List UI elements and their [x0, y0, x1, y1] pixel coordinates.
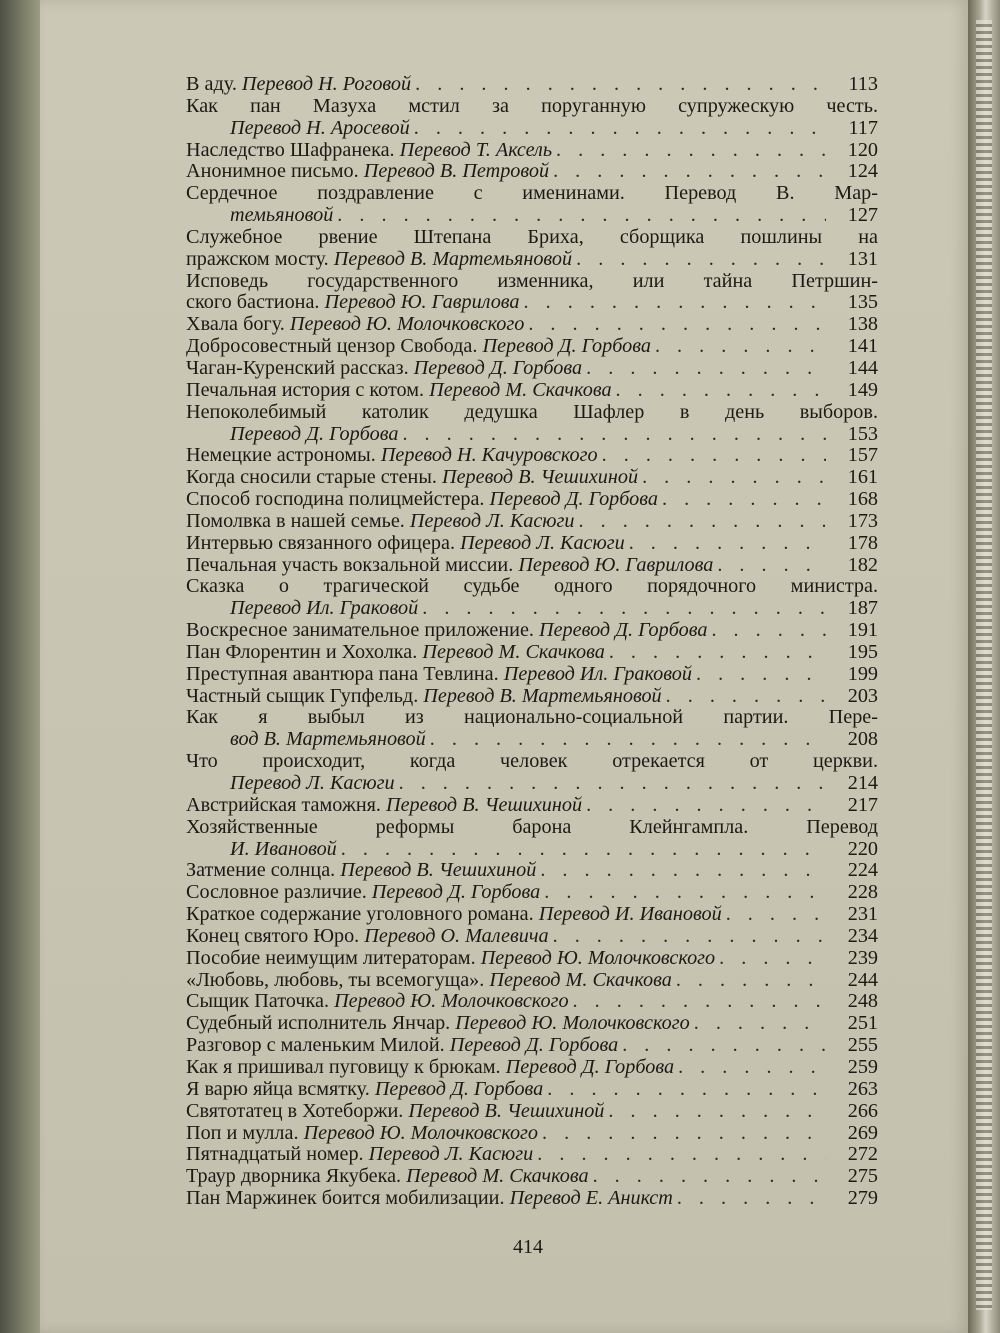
toc-entry-line [186, 598, 878, 620]
dot-leader [579, 511, 826, 533]
toc-entry-page: 138 [847, 313, 878, 336]
toc-entry-title: Анонимное письмо. [186, 160, 359, 183]
toc-entry-translator: Перевод Н. Роговой [241, 73, 412, 95]
toc-entry [186, 402, 878, 446]
toc-entry-line [186, 205, 878, 227]
toc-entry-translator: Перевод Ю. Гаврилова [518, 553, 714, 576]
toc-entry [186, 1166, 878, 1188]
toc-entry [186, 467, 878, 489]
toc-entry-title: ского бастиона. [186, 291, 320, 314]
toc-entry-line [186, 380, 878, 402]
toc-entry-title: Немецкие астрономы. [186, 444, 376, 467]
toc-entry [186, 183, 878, 227]
dot-leader [717, 555, 826, 577]
table-of-contents [186, 74, 878, 1210]
toc-entry-line [186, 358, 878, 380]
toc-entry-page: 191 [847, 619, 878, 642]
toc-entry-line [186, 445, 878, 467]
dot-leader [576, 249, 826, 271]
toc-entry-translator: Перевод В. Мартемьяновой [423, 684, 662, 707]
toc-entry-translator: Перевод Ю. Молочковского [303, 1121, 539, 1144]
dot-leader [676, 970, 826, 992]
dot-leader [540, 860, 826, 882]
toc-entry [186, 1079, 878, 1101]
toc-entry-page: 161 [847, 466, 878, 489]
toc-entry-title: Пан Маржинек боится мобилизации. [186, 1187, 505, 1210]
toc-entry [186, 686, 878, 708]
toc-entry-line [186, 839, 878, 861]
dot-leader [524, 292, 826, 314]
dot-leader [573, 991, 826, 1013]
toc-entry-title: Преступная авантюра пана Тевлина. [186, 662, 499, 685]
toc-entry [186, 533, 878, 555]
toc-entry-translator: Перевод Е. Аникст [509, 1187, 673, 1210]
toc-entry-translator: Перевод Ю. Молочковского [334, 990, 569, 1013]
toc-entry-translator: Перевод Ю. Гаврилова [324, 291, 520, 314]
toc-entry-translator: темьяновой [230, 204, 334, 227]
toc-entry-translator: Перевод Л. Касюги [409, 509, 575, 532]
toc-entry-translator: Перевод Л. Касюги [460, 531, 625, 554]
toc-entry [186, 751, 878, 795]
toc-entry-page: 173 [847, 509, 878, 532]
toc-entry-line [186, 860, 878, 882]
dot-leader [662, 489, 826, 511]
dot-leader [678, 1057, 826, 1079]
adjacent-page-edge [0, 0, 40, 1333]
toc-entry-page: 248 [847, 990, 878, 1013]
toc-entry [186, 620, 878, 642]
toc-entry-line [186, 1144, 878, 1166]
toc-entry-line [186, 336, 878, 358]
toc-entry [186, 1101, 878, 1123]
toc-entry-line [186, 161, 878, 183]
toc-entry-title: Добросовестный цензор Свобода. [186, 335, 478, 358]
toc-entry-title: «Любовь, любовь, ты всемогуща». [186, 968, 485, 991]
dot-leader [593, 1166, 826, 1188]
toc-entry-title: Австрийская таможня. [186, 793, 381, 816]
toc-entry [186, 1035, 878, 1057]
page-number: 414 [513, 1236, 543, 1258]
toc-entry-title-line: Служебное рвение Штепана Бриха, сборщика пошлины на [186, 226, 878, 248]
toc-entry-line [186, 533, 878, 555]
toc-entry [186, 991, 878, 1013]
toc-entry-translator: И. Ивановой [230, 837, 337, 860]
toc-entry-title: Конец святого Юро. [186, 924, 360, 947]
toc-entry-translator: Перевод В. Петровой [363, 160, 550, 183]
toc-entry-page: 259 [847, 1055, 878, 1078]
toc-entry-title: Сыщик Паточка. [186, 990, 330, 1013]
dot-leader [414, 118, 826, 140]
toc-entry-translator: Перевод Л. Касюги [230, 772, 395, 794]
toc-entry-line [186, 424, 878, 446]
toc-entry-page: 224 [847, 859, 878, 882]
toc-entry [186, 161, 878, 183]
dot-leader [642, 467, 826, 489]
toc-entry-title-line: Что происходит, когда человек отрекается от церкви. [186, 751, 878, 773]
dot-leader [629, 533, 826, 555]
toc-entry [186, 817, 878, 861]
dot-leader [711, 620, 826, 642]
toc-entry [186, 314, 878, 336]
toc-entry-page: 263 [847, 1077, 878, 1100]
dot-leader [553, 926, 826, 948]
toc-entry-page: 131 [847, 247, 878, 270]
toc-entry-translator: Перевод Л. Касюги [368, 1143, 534, 1166]
dot-leader [616, 380, 826, 402]
toc-entry-line [186, 948, 878, 970]
dot-leader [553, 161, 826, 183]
toc-entry-line [186, 729, 878, 751]
toc-entry-line [186, 1057, 878, 1079]
dot-leader [399, 773, 826, 795]
toc-entry [186, 555, 878, 577]
dot-leader [586, 358, 826, 380]
toc-entry-page: 127 [847, 204, 878, 227]
dot-leader [402, 424, 826, 446]
toc-entry-page: 144 [847, 356, 878, 379]
toc-entry-translator: Перевод Д. Горбова [413, 356, 583, 379]
dot-leader [719, 948, 826, 970]
toc-entry-title-line: Исповедь государственного изменника, или тайна Петршин- [186, 270, 878, 292]
toc-entry-page: 272 [847, 1143, 878, 1166]
toc-entry [186, 860, 878, 882]
dot-leader [666, 686, 826, 708]
dot-leader [696, 664, 826, 686]
toc-entry-title: Я варю яйца всмятку. [186, 1077, 370, 1100]
toc-entry-page: 234 [847, 924, 878, 947]
toc-entry [186, 358, 878, 380]
toc-entry-line [186, 1188, 878, 1210]
dot-leader [608, 1101, 826, 1123]
toc-entry-line [186, 1079, 878, 1101]
toc-entry-title: Интервью связанного офицера. [186, 531, 456, 554]
toc-entry-title: Сословное различие. [186, 881, 367, 904]
toc-entry-page: 157 [847, 444, 878, 467]
toc-entry-translator: Перевод Н. Качуровского [380, 444, 598, 467]
dot-leader [544, 882, 826, 904]
toc-entry-title: Пятнадцатый номер. [186, 1143, 364, 1166]
toc-entry-title: Печальная история с котом. [186, 378, 425, 401]
toc-entry-page: 203 [847, 684, 878, 707]
toc-entry [186, 948, 878, 970]
toc-entry [186, 707, 878, 751]
toc-entry-page: 228 [847, 881, 878, 904]
toc-entry-line [186, 904, 878, 926]
toc-entry-line [186, 642, 878, 664]
dot-leader [337, 205, 826, 227]
toc-entry [186, 904, 878, 926]
toc-entry-title: Чаган-Куренский рассказ. [186, 356, 409, 379]
toc-entry-translator: Перевод В. Чешихиной [386, 793, 583, 816]
toc-entry-title-line: Как я выбыл из национально-социальной партии. Пере- [186, 707, 878, 729]
toc-entry-line [186, 467, 878, 489]
dot-leader [542, 1123, 826, 1145]
dot-leader [537, 1144, 826, 1166]
toc-entry-translator: Перевод В. Чешихиной [340, 859, 537, 882]
toc-entry-translator: Перевод О. Малевича [364, 924, 549, 947]
toc-entry-page: 275 [847, 1165, 878, 1188]
toc-entry-line [186, 489, 878, 511]
toc-entry-line [186, 991, 878, 1013]
toc-entry-line [186, 773, 878, 795]
dot-leader [726, 904, 826, 926]
dot-leader [586, 795, 826, 817]
toc-entry [186, 1123, 878, 1145]
toc-entry-translator: Перевод Ю. Молочковского [480, 946, 716, 969]
toc-entry-title-line: Хозяйственные реформы барона Клейнгампла. Перевод [186, 816, 878, 838]
dot-leader [677, 1188, 826, 1210]
toc-entry-translator: Перевод Ил. Граковой [503, 662, 692, 685]
toc-entry-line [186, 511, 878, 533]
toc-entry-line [186, 140, 878, 162]
toc-entry-page: 266 [847, 1099, 878, 1122]
toc-entry-page: 214 [847, 772, 878, 794]
toc-entry-title: Как я пришивал пуговицу к брюкам. [186, 1055, 501, 1078]
toc-entry [186, 1013, 878, 1035]
toc-entry [186, 926, 878, 948]
toc-entry-translator: Перевод М. Скачкова [489, 968, 672, 991]
toc-entry-title: Пан Флорентин и Хохолка. [186, 640, 418, 663]
toc-entry-page: 199 [847, 662, 878, 685]
toc-entry-page: 135 [847, 291, 878, 314]
toc-entry [186, 664, 878, 686]
toc-entry-line [186, 664, 878, 686]
toc-entry [186, 140, 878, 162]
toc-entry-line [186, 926, 878, 948]
toc-entry [186, 1144, 878, 1166]
toc-entry [186, 511, 878, 533]
toc-entry-line [186, 314, 878, 336]
toc-entry-line [186, 1166, 878, 1188]
toc-entry [186, 96, 878, 140]
toc-entry-line [186, 686, 878, 708]
toc-entry-line [186, 1013, 878, 1035]
toc-entry-page: 153 [847, 422, 878, 445]
toc-entry-line [186, 1035, 878, 1057]
toc-entry-page: 120 [847, 138, 878, 161]
toc-entry-title: Святотатец в Хотеборжи. [186, 1099, 404, 1122]
toc-entry-page: 279 [847, 1187, 878, 1210]
toc-entry-title: Наследство Шафранека. [186, 138, 395, 161]
toc-entry-title: Поп и мулла. [186, 1121, 299, 1144]
toc-entry [186, 489, 878, 511]
dot-leader [622, 1035, 826, 1057]
toc-entry-page: 231 [847, 903, 878, 926]
toc-entry-page: 251 [847, 1012, 878, 1035]
toc-entry-line [186, 292, 878, 314]
toc-entry-translator: вод В. Мартемьяновой [230, 728, 426, 751]
toc-entry-title: Траур дворника Якубека. [186, 1165, 402, 1188]
toc-entry-line [186, 74, 878, 96]
toc-entry-translator: Перевод Д. Горбова [371, 881, 541, 904]
toc-entry-translator: Перевод Т. Аксель [399, 138, 553, 161]
toc-entry-title: Затмение солнца. [186, 859, 336, 882]
toc-entry-title-line: Сердечное поздравление с именинами. Перевод В. Мар- [186, 183, 878, 205]
toc-entry [186, 1057, 878, 1079]
toc-entry [186, 445, 878, 467]
toc-entry-title: Разговор с маленьким Милой. [186, 1034, 445, 1057]
toc-entry-line [186, 970, 878, 992]
dot-leader [341, 839, 826, 861]
toc-entry-page: 141 [847, 335, 878, 358]
toc-entry-translator: Перевод М. Скачкова [406, 1165, 589, 1188]
toc-entry-title: Когда сносили старые стены. [186, 466, 437, 489]
toc-entry-page: 149 [847, 378, 878, 401]
toc-entry [186, 882, 878, 904]
toc-entry-translator: Перевод Н. Аросевой [230, 116, 410, 139]
toc-entry [186, 336, 878, 358]
toc-entry-title: Судебный исполнитель Янчар. [186, 1012, 451, 1035]
toc-entry-page: 220 [847, 837, 878, 860]
toc-entry [186, 227, 878, 271]
toc-entry-translator: Перевод Д. Горбова [374, 1077, 544, 1100]
dot-leader [655, 336, 826, 358]
toc-entry-title: Хвала богу. [186, 313, 285, 336]
toc-entry-page: 239 [847, 946, 878, 969]
dot-leader [422, 598, 826, 620]
toc-entry-translator: Перевод В. Мартемьяновой [333, 247, 573, 270]
toc-entry-translator: Перевод И. Ивановой [538, 903, 722, 926]
toc-entry-line [186, 1101, 878, 1123]
toc-entry [186, 380, 878, 402]
toc-entry-title: Воскресное занимательное приложение. [186, 619, 534, 642]
toc-entry-page: 168 [847, 488, 878, 511]
toc-entry-line [186, 1123, 878, 1145]
toc-entry-title: Помолвка в нашей семье. [186, 509, 405, 532]
toc-entry [186, 74, 878, 96]
toc-entry-title: пражском мосту. [186, 247, 329, 270]
dot-leader [609, 642, 826, 664]
toc-entry-page: 244 [847, 968, 878, 991]
toc-entry-line [186, 118, 878, 140]
toc-entry-page: 113 [848, 73, 878, 95]
toc-entry-page: 269 [847, 1121, 878, 1144]
toc-entry-translator: Перевод Ю. Молочковского [289, 313, 525, 336]
dot-leader [694, 1013, 826, 1035]
toc-entry-translator: Перевод Ю. Молочковского [455, 1012, 690, 1035]
toc-entry-translator: Перевод Д. Горбова [482, 335, 651, 358]
toc-entry-line [186, 620, 878, 642]
toc-entry-translator: Перевод Д. Горбова [505, 1055, 675, 1078]
toc-entry-translator: Перевод Д. Горбова [230, 422, 399, 445]
toc-entry-title: Краткое содержание уголовного романа. [186, 903, 534, 926]
toc-entry-translator: Перевод Д. Горбова [489, 488, 658, 511]
toc-entry-translator: Перевод М. Скачкова [429, 378, 612, 401]
toc-entry-translator: Перевод Д. Горбова [449, 1034, 619, 1057]
toc-entry-title-line: Сказка о трагической судьбе одного порядочного министра. [186, 576, 878, 598]
toc-entry-page: 187 [847, 597, 878, 620]
toc-entry-translator: Перевод М. Скачкова [422, 640, 605, 663]
toc-entry-title: В аду. [186, 73, 237, 95]
toc-entry-line [186, 249, 878, 271]
toc-entry-translator: Перевод В. Чешихиной [408, 1099, 605, 1122]
toc-entry-page: 182 [847, 553, 878, 576]
toc-entry-line [186, 795, 878, 817]
toc-entry-translator: Перевод Ил. Граковой [230, 597, 419, 620]
toc-entry-page: 217 [847, 793, 878, 816]
toc-entry [186, 795, 878, 817]
toc-entry-title-line: Как пан Мазуха мстил за поруганную супружескую честь. [186, 95, 878, 117]
dot-leader [415, 74, 826, 96]
toc-entry-title-line: Непоколебимый католик дедушка Шафлер в день выборов. [186, 401, 878, 423]
toc-entry-page: 255 [847, 1034, 878, 1057]
dot-leader [547, 1079, 826, 1101]
dot-leader [602, 445, 826, 467]
toc-entry [186, 271, 878, 315]
toc-entry-page: 178 [847, 531, 878, 554]
toc-entry-page: 195 [847, 640, 878, 663]
toc-entry [186, 576, 878, 620]
toc-entry [186, 642, 878, 664]
toc-entry-title: Печальная участь вокзальной миссии. [186, 553, 514, 576]
toc-entry-title: Пособие неимущим литераторам. [186, 946, 476, 969]
toc-entry-line [186, 882, 878, 904]
toc-entry-translator: Перевод В. Чешихиной [442, 466, 639, 489]
toc-entry-translator: Перевод Д. Горбова [539, 619, 708, 642]
book-spine-binding [968, 0, 1000, 1333]
dot-leader [556, 140, 826, 162]
toc-entry [186, 970, 878, 992]
toc-entry-line [186, 555, 878, 577]
toc-entry [186, 1188, 878, 1210]
binding-stitches [976, 20, 992, 1310]
toc-entry-page: 124 [847, 160, 878, 183]
dot-leader [528, 314, 826, 336]
toc-entry-title: Частный сыщик Гупфельд. [186, 684, 419, 707]
dot-leader [430, 729, 826, 751]
toc-entry-page: 208 [847, 728, 878, 751]
toc-entry-title: Способ господина полицмейстера. [186, 488, 485, 511]
toc-entry-page: 117 [848, 116, 878, 139]
